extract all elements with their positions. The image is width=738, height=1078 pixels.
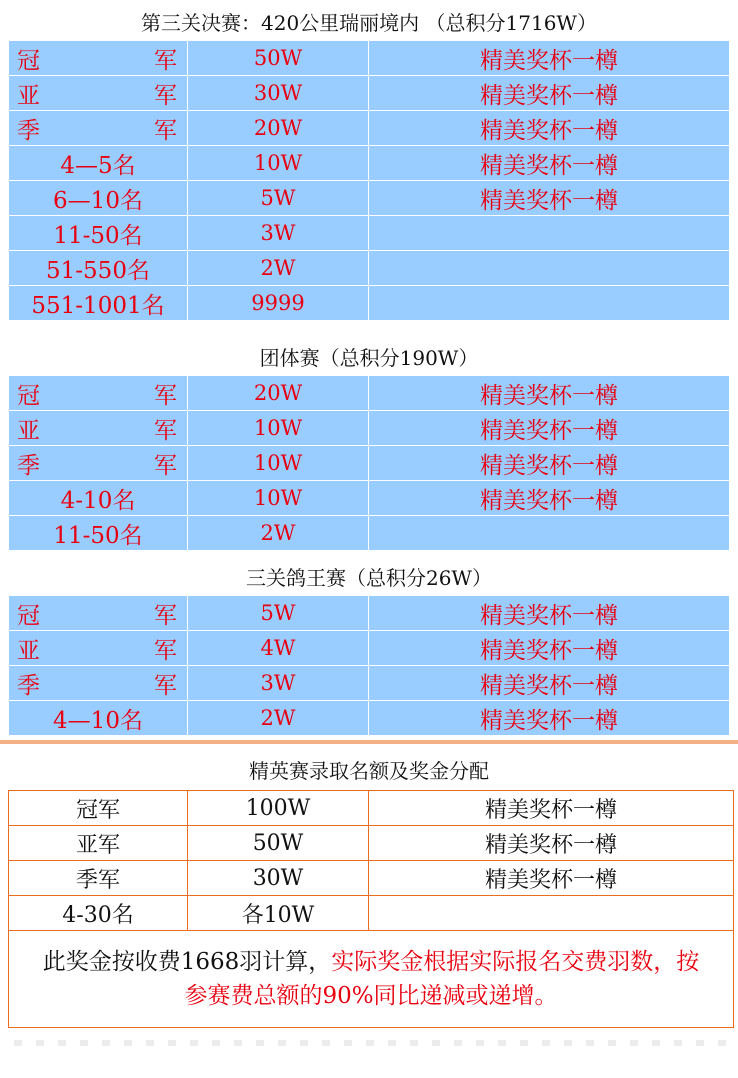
rank-cell: 51-550名 — [9, 251, 188, 286]
trophy-cell: 精美奖杯一樽 — [369, 701, 730, 736]
rank-cell: 冠 军 — [9, 376, 188, 411]
table-row — [9, 826, 734, 861]
rank-cell: 4-30名 — [9, 896, 188, 931]
note-row — [9, 931, 734, 1028]
trophy-cell: 精美奖杯一樽 — [369, 861, 734, 896]
trophy-cell — [369, 216, 730, 251]
trophy-cell — [369, 896, 734, 931]
table-row — [9, 181, 730, 216]
trophy-cell: 精美奖杯一樽 — [369, 446, 730, 481]
table-row — [9, 861, 734, 896]
rank-cell: 4-10名 — [9, 481, 188, 516]
prize-cell: 10W — [188, 146, 369, 181]
table-row — [9, 286, 730, 321]
trophy-cell: 精美奖杯一樽 — [369, 596, 730, 631]
table-row — [9, 446, 730, 481]
trophy-cell: 精美奖杯一樽 — [369, 181, 730, 216]
table-row — [9, 666, 730, 701]
table-row — [9, 631, 730, 666]
section2-title: 团体赛（总积分190W） — [259, 346, 479, 370]
trophy-cell: 精美奖杯一樽 — [369, 111, 730, 146]
trophy-cell — [369, 251, 730, 286]
rank-cell: 4—5名 — [9, 146, 188, 181]
table-row — [9, 701, 730, 736]
prize-cell: 9999 — [188, 286, 369, 321]
section1-table — [8, 40, 730, 321]
prize-cell: 10W — [188, 481, 369, 516]
table-row — [9, 251, 730, 286]
rank-cell: 季 军 — [9, 666, 188, 701]
rank-cell: 11-50名 — [9, 516, 188, 551]
section3-title: 三关鸽王赛（总积分26W） — [245, 566, 492, 590]
rank-cell: 551-1001名 — [9, 286, 188, 321]
prize-cell: 5W — [188, 181, 369, 216]
prize-cell: 50W — [188, 826, 369, 861]
rank-cell: 冠 军 — [9, 596, 188, 631]
table-row — [9, 76, 730, 111]
prize-cell: 10W — [188, 446, 369, 481]
trophy-cell — [369, 516, 730, 551]
table-row — [9, 596, 730, 631]
prize-cell: 3W — [188, 216, 369, 251]
trophy-cell: 精美奖杯一樽 — [369, 826, 734, 861]
table-row — [9, 376, 730, 411]
section2-table — [8, 375, 730, 551]
trophy-cell: 精美奖杯一樽 — [369, 76, 730, 111]
prize-cell: 2W — [188, 701, 369, 736]
rank-cell: 季 军 — [9, 111, 188, 146]
section-divider — [0, 740, 738, 744]
prize-cell: 100W — [188, 791, 369, 826]
rank-cell: 冠 军 — [9, 41, 188, 76]
rank-cell: 亚军 — [9, 826, 188, 861]
table-row — [9, 146, 730, 181]
rank-cell: 季军 — [9, 861, 188, 896]
rank-cell: 4—10名 — [9, 701, 188, 736]
table-row — [9, 791, 734, 826]
cropped-footer-strip — [0, 1040, 738, 1046]
rank-cell: 亚 军 — [9, 631, 188, 666]
prize-cell: 4W — [188, 631, 369, 666]
prize-note — [9, 931, 734, 1028]
trophy-cell: 精美奖杯一樽 — [369, 41, 730, 76]
section3-table — [8, 595, 730, 736]
table-row — [9, 481, 730, 516]
prize-cell: 20W — [188, 376, 369, 411]
table-row — [9, 111, 730, 146]
table-row — [9, 896, 734, 931]
prize-cell: 2W — [188, 251, 369, 286]
prize-cell: 50W — [188, 41, 369, 76]
rank-cell: 6—10名 — [9, 181, 188, 216]
prize-cell: 各10W — [188, 896, 369, 931]
trophy-cell: 精美奖杯一樽 — [369, 666, 730, 701]
table-row — [9, 216, 730, 251]
trophy-cell: 精美奖杯一樽 — [369, 376, 730, 411]
prize-cell: 30W — [188, 76, 369, 111]
prize-cell: 3W — [188, 666, 369, 701]
section1-title: 第三关决赛：420公里瑞丽境内 （总积分1716W） — [141, 11, 597, 35]
prize-cell: 30W — [188, 861, 369, 896]
section4-title: 精英赛录取名额及奖金分配 — [249, 759, 489, 783]
trophy-cell — [369, 286, 730, 321]
note-highlight: 实际奖金根据实际报名交费羽数，按参赛费总额的90%同比递减或递增。 — [184, 949, 700, 1009]
note-text: 此奖金按收费1668羽计算， — [42, 949, 332, 975]
rank-cell: 亚 军 — [9, 76, 188, 111]
prize-cell: 10W — [188, 411, 369, 446]
trophy-cell: 精美奖杯一樽 — [369, 791, 734, 826]
trophy-cell: 精美奖杯一樽 — [369, 411, 730, 446]
trophy-cell: 精美奖杯一樽 — [369, 481, 730, 516]
rank-cell: 冠军 — [9, 791, 188, 826]
rank-cell: 亚 军 — [9, 411, 188, 446]
trophy-cell: 精美奖杯一樽 — [369, 631, 730, 666]
prize-cell: 5W — [188, 596, 369, 631]
table-row — [9, 411, 730, 446]
table-row — [9, 516, 730, 551]
section4-table — [8, 790, 734, 1028]
prize-cell: 2W — [188, 516, 369, 551]
prize-cell: 20W — [188, 111, 369, 146]
rank-cell: 季 军 — [9, 446, 188, 481]
table-row — [9, 41, 730, 76]
rank-cell: 11-50名 — [9, 216, 188, 251]
trophy-cell: 精美奖杯一樽 — [369, 146, 730, 181]
